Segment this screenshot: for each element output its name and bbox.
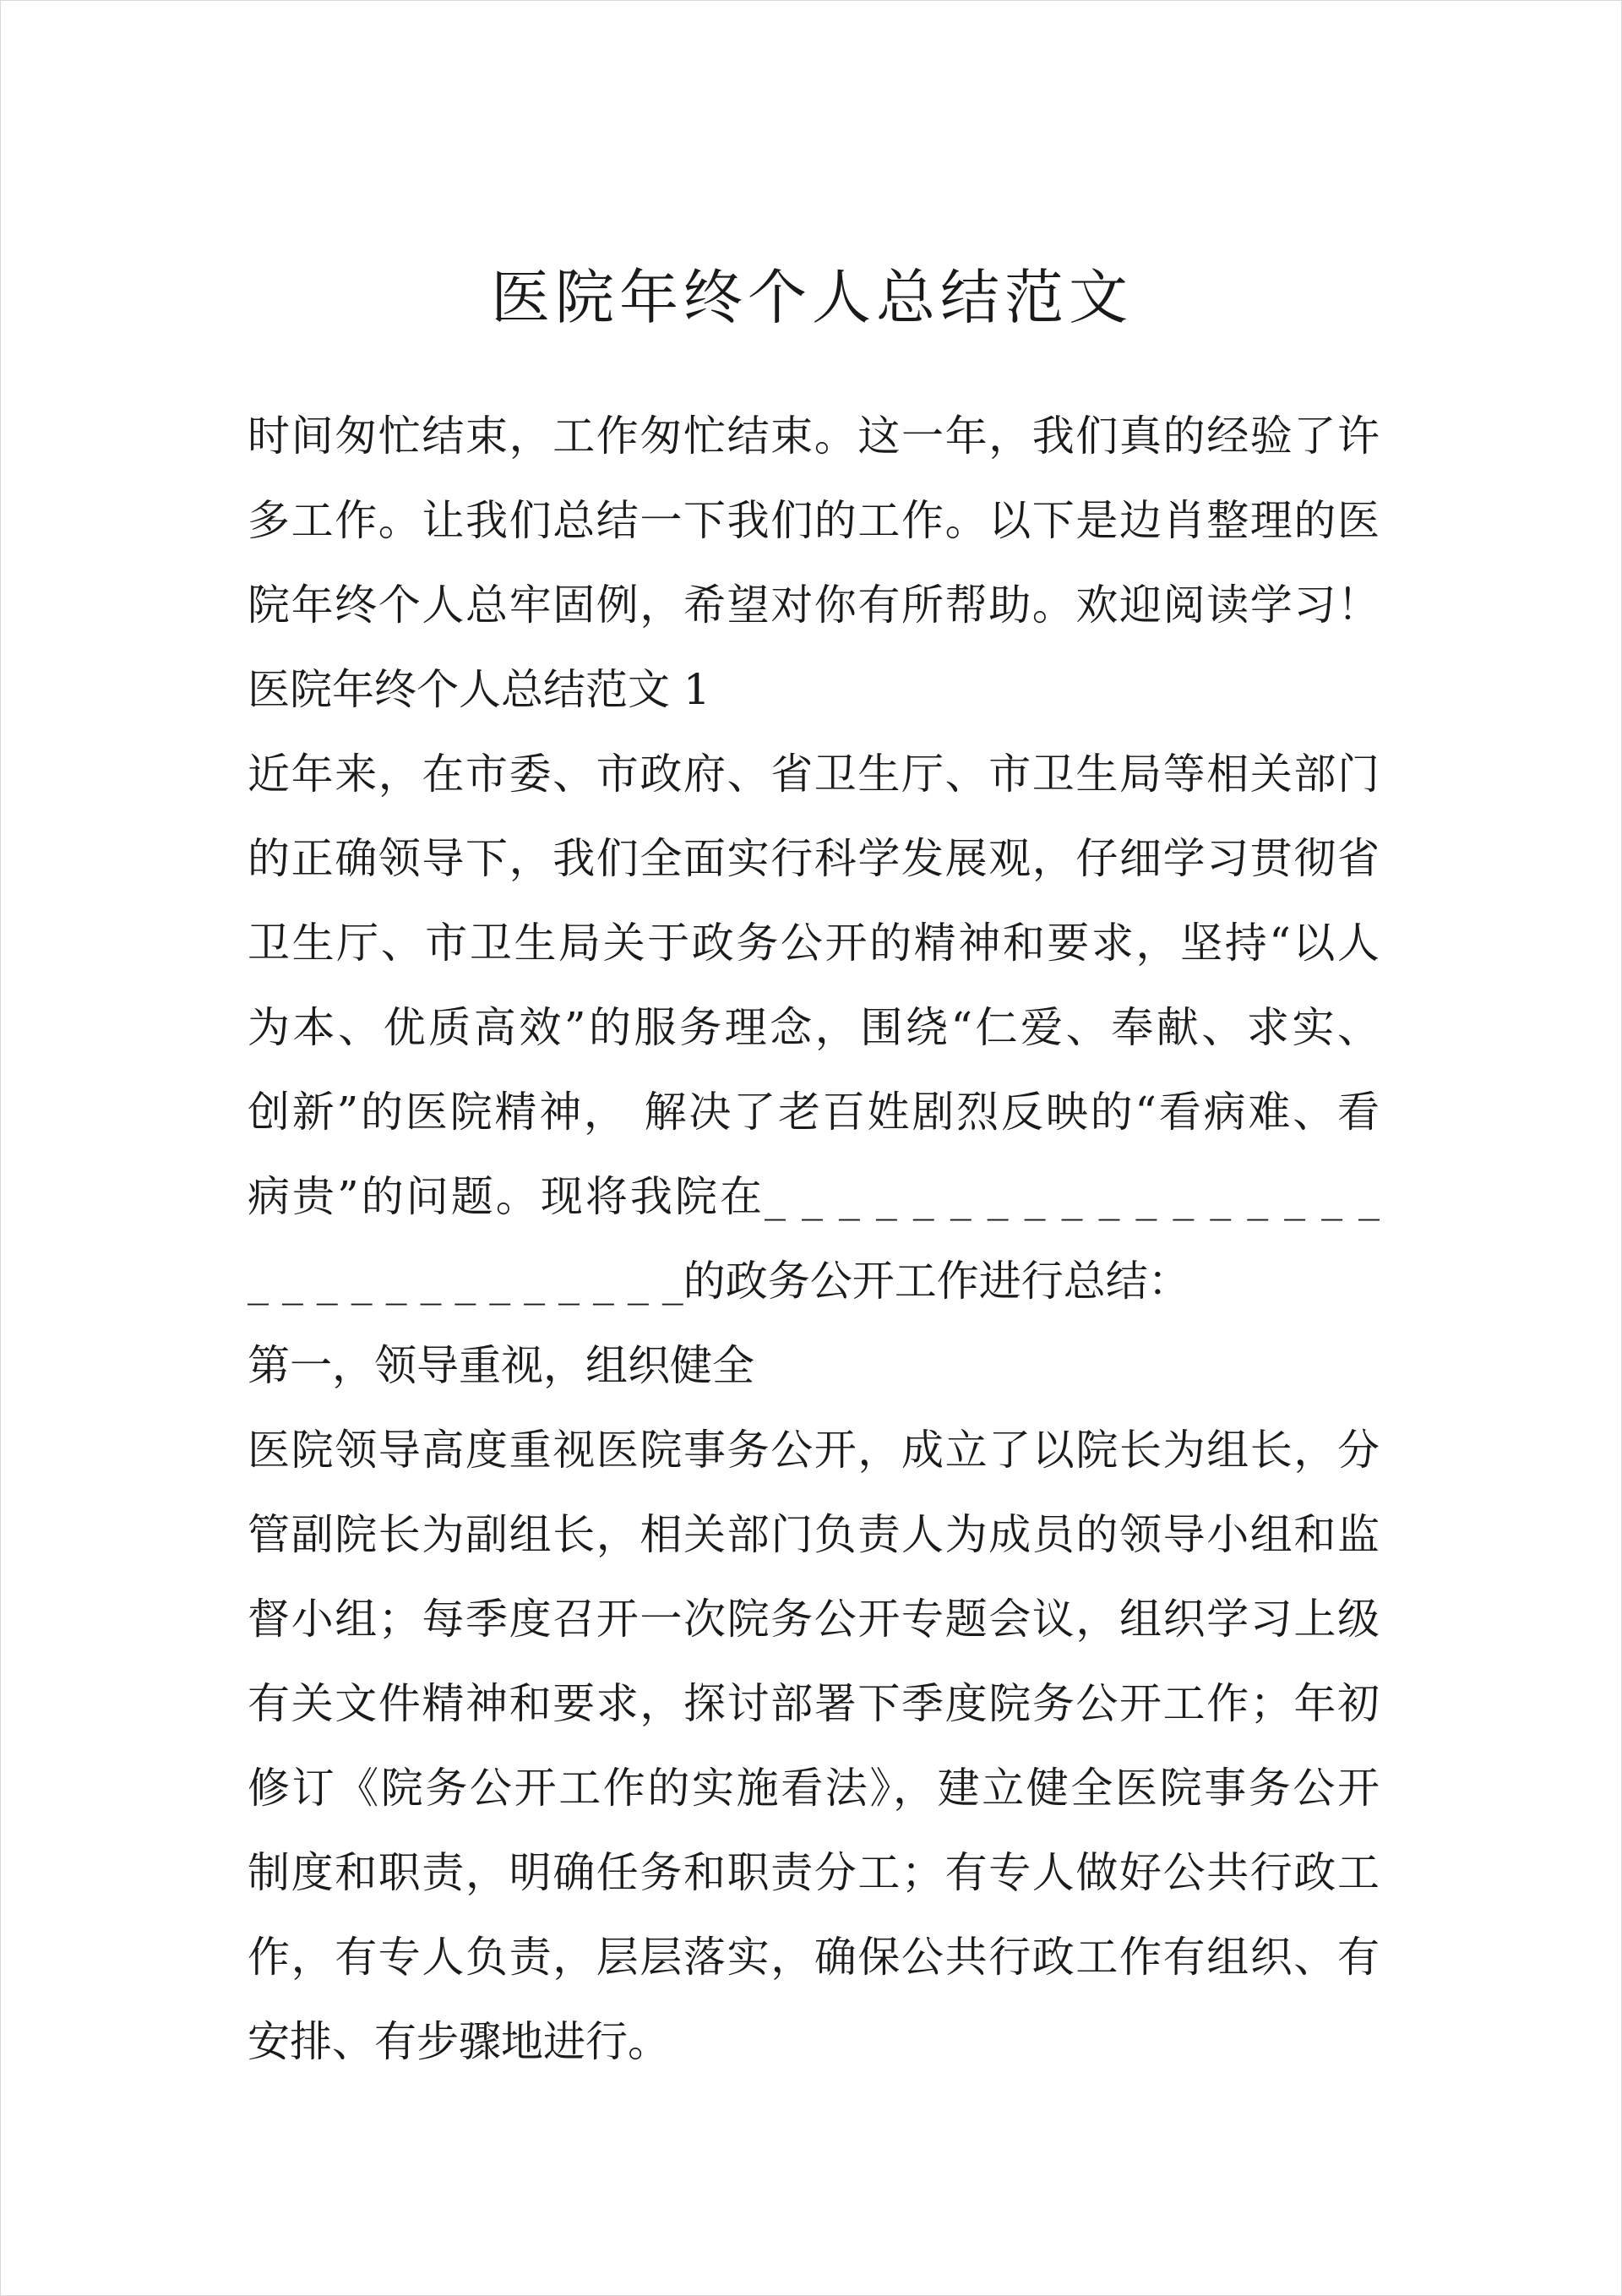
body-line: 创新”的医院精神， 解决了老百姓剧烈反映的“看病难、看 — [248, 1088, 1380, 1137]
body-line: 督小组；每季度召开一次院务公开专题会议，组织学习上级 — [248, 1595, 1380, 1644]
body-line: 的正确领导下，我们全面实行科学发展观，仔细学习贯彻省 — [248, 834, 1380, 883]
body-line: 院年终个人总牢固例，希望对你有所帮助。欢迎阅读学习！ — [248, 581, 1380, 630]
body-line: 制度和职责，明确任务和职责分工；有专人做好公共行政工 — [248, 1848, 1380, 1897]
body-line: 安排、有步骤地进行。 — [248, 2017, 670, 2066]
body-line: 为本、优质高效”的服务理念，围绕“仁爱、奉献、求实、 — [248, 1003, 1380, 1052]
body-line: 有关文件精神和要求，探讨部署下季度院务公开工作；年初 — [248, 1679, 1380, 1728]
body-line: 卫生厅、市卫生局关于政务公开的精神和要求，坚持“以人 — [248, 919, 1380, 968]
body-line: 管副院长为副组长，相关部门负责人为成员的领导小组和监 — [248, 1510, 1380, 1559]
body-line: 医院领导高度重视医院事务公开，成立了以院长为组长，分 — [248, 1426, 1380, 1475]
section-heading: 第一，领导重视，组织健全 — [248, 1341, 754, 1390]
body-line: 病贵”的问题。现将我院在_ _ _ _ _ _ _ _ _ _ _ _ _ _ _ _ _ — [248, 1172, 1380, 1221]
body-line: 时间匆忙结束，工作匆忙结束。这一年，我们真的经验了许 — [248, 412, 1380, 461]
document-body — [248, 394, 1380, 2084]
body-line: 近年来，在市委、市政府、省卫生厅、市卫生局等相关部门 — [248, 750, 1380, 799]
body-line: 修订《院务公开工作的实施看法》，建立健全医院事务公开 — [248, 1764, 1380, 1813]
body-line: 作，有专人负责，层层落实，确保公共行政工作有组织、有 — [248, 1933, 1380, 1982]
body-line: 多工作。让我们总结一下我们的工作。以下是边肖整理的医 — [248, 496, 1380, 545]
section-heading: 医院年终个人总结范文 1 — [248, 665, 710, 714]
document-title: 医院年终个人总结范文 — [491, 263, 1133, 332]
body-line: _ _ _ _ _ _ _ _ _ _ _ _ _的政务公开工作进行总结： — [248, 1257, 1190, 1306]
